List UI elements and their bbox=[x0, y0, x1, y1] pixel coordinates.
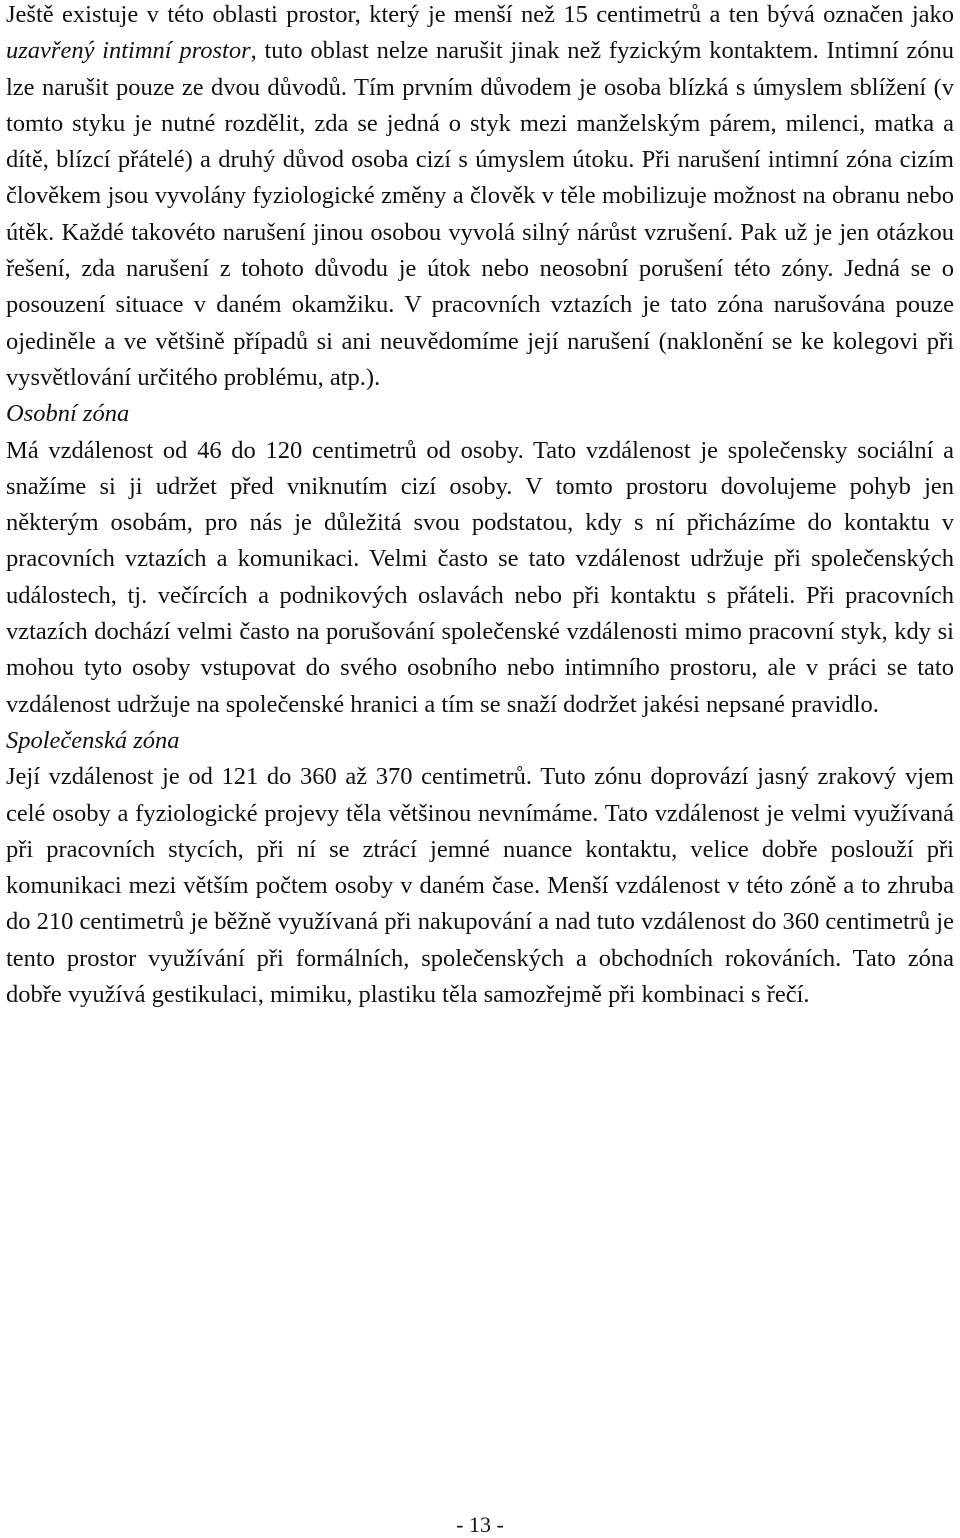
heading-social-zone: Společenská zóna bbox=[6, 726, 180, 754]
paragraph-social-zone: Její vzdálenost je od 121 do 360 až 370 centimetrů. Tuto zónu doprovází jasný zrakový vjem celé osoby a fyziologické projevy těla většinou nevnímáme. Tato vzdálenost je velmi využívaná při pracovních stycích, při ní se ztrácí jemné nuance kontaktu, velice dobře poslouží při komunikaci mezi větším počtem osoby v daném čase. Menší vzdálenost v této zóně a to zhruba do 210 centimetrů je běžně využívaná při nakupování a nad tuto vzdálenost do 360 centimetrů je tento prostor využívání při formálních, společenských a obchodních rokováních. Tato zóna dobře využívá gestikulaci, mimiku, plastiku těla samozřejmě při kombinaci s řečí. bbox=[6, 763, 954, 1009]
heading-personal-zone: Osobní zóna bbox=[6, 400, 130, 428]
paragraph-personal-zone: Má vzdálenost od 46 do 120 centimetrů od osoby. Tato vzdálenost je společensky sociální a snažíme si ji udržet před vniknutím cizí osoby. V tomto prostoru dovolujeme pohyb jen některým osobám, pro nás je důležitá svou podstatou, kdy s ní přicházíme do kontaktu v pracovních vztazích a komunikaci. Velmi často se tato vzdálenost udržuje při společenských událostech, tj. večírcích a podnikových oslavách nebo při kontaktu s přáteli. Při pracovních vztazích dochází velmi často na porušování společenské vzdálenosti mimo pracovní styk, kdy si mohou tyto osoby vstupovat do svého osobního nebo intimního prostoru, ale v práci se tato vzdálenost udržuje na společenské hranici a tím se snaží dodržet jakési nepsané pravidlo. bbox=[6, 436, 954, 718]
paragraph-intimate-zone bbox=[6, 0, 954, 396]
document-page bbox=[6, 0, 954, 1013]
enclosed-intimate-space-term: uzavřený intimní prostor bbox=[6, 37, 251, 65]
page-number: - 13 - bbox=[456, 1512, 504, 1537]
paragraph-1-text-end: , tuto oblast nelze narušit jinak než fyzickým kontaktem. Intimní zónu lze narušit pouze ze dvou důvodů. Tím prvním důvodem je osoba blízká s úmyslem sblížení (v tomto styku je nutné rozdělit, zda se jedná o styk mezi manželským párem, milenci, matka a dítě, blízcí přátelé) a druhý důvod osoba cizí s úmyslem útoku. Při narušení intimní zóna cizím člověkem jsou vyvolány fyziologické změny a člověk v těle mobilizuje možnost na obranu nebo útěk. Každé takovéto narušení jinou osobou vyvolá silný nárůst vzrušení. Pak už je jen otázkou řešení, zda narušení z tohoto důvodu je útok nebo neosobní porušení této zóny. Jedná se o posouzení situace v daném okamžiku. V pracovních vztazích je tato zóna narušována pouze ojediněle a ve většině případů si ani neuvědomíme její narušení (naklonění se ke kolegovi při vysvětlování určitého problému, atp.). bbox=[6, 37, 954, 391]
paragraph-1-text-start: Ještě existuje v této oblasti prostor, který je menší než 15 centimetrů a ten bývá označen jako bbox=[6, 1, 954, 28]
